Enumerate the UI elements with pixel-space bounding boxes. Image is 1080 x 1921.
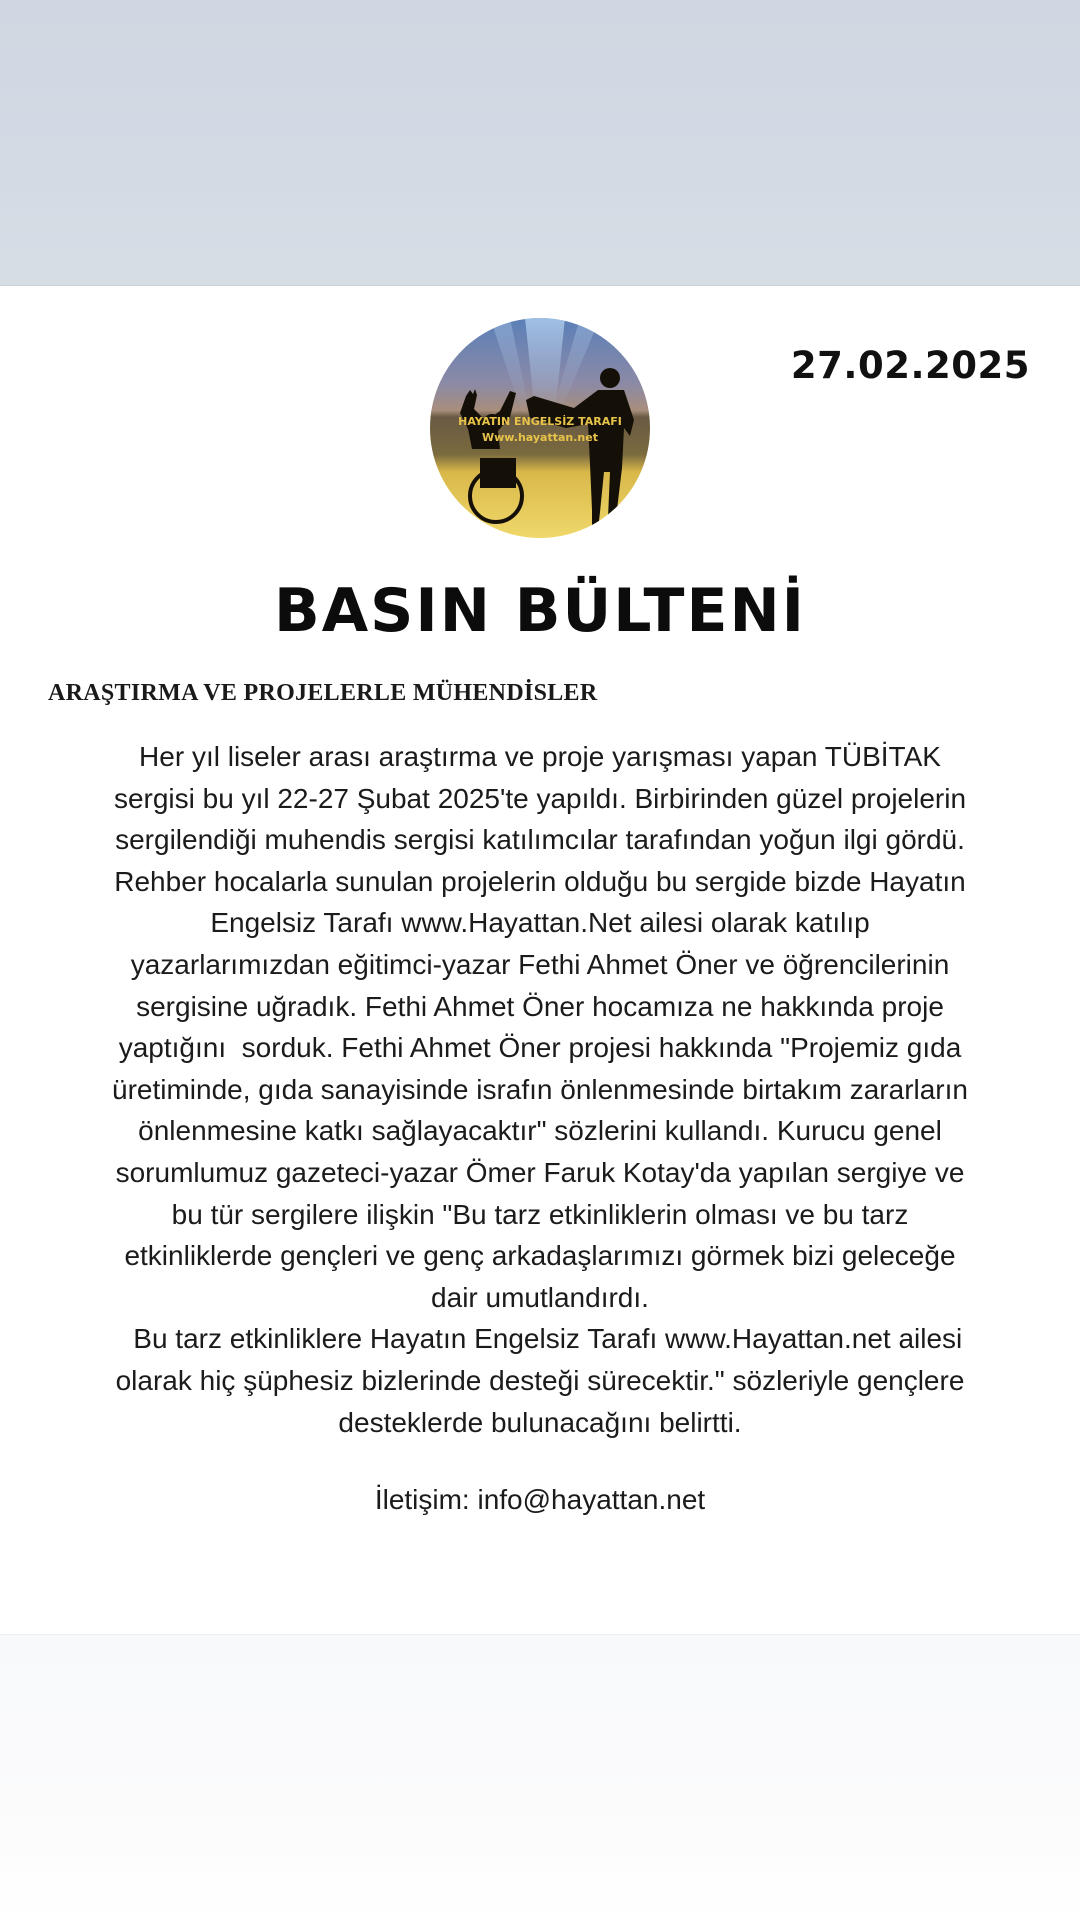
- body-line: olarak hiç şüphesiz bizlerinde desteği sürecektir." sözleriyle gençlere: [115, 1364, 965, 1396]
- body-line: desteklerde bulunacağını belirtti.: [338, 1406, 742, 1438]
- release-date: 27.02.2025: [790, 344, 1030, 387]
- body-line: sergilendiği muhendis sergisi katılımcılar tarafından yoğun ilgi gördü.: [115, 824, 965, 856]
- body-line: Her yıl liseler arası araştırma ve proje yarışması yapan TÜBİTAK: [139, 741, 941, 772]
- hayattan-logo: [430, 318, 650, 538]
- logo-image-icon: [430, 318, 650, 538]
- svg-text:Www.hayattan.net: Www.hayattan.net: [482, 431, 598, 444]
- body-line: Bu tarz etkinliklere Hayatın Engelsiz Tarafı www.Hayattan.net ailesi: [117, 1323, 963, 1355]
- body-line: Rehber hocalarla sunulan projelerin olduğu bu sergide bizde Hayatın: [114, 865, 966, 897]
- page-title: BASIN BÜLTENİ: [273, 576, 806, 646]
- body-line: önlenmesine katkı sağlayacaktır" sözlerini kullandı. Kurucu genel: [138, 1115, 942, 1147]
- body-line: dair umutlandırdı.: [431, 1281, 649, 1313]
- body-line: Engelsiz Tarafı www.Hayattan.Net ailesi olarak katılıp: [210, 907, 870, 939]
- body-line: etkinliklerde gençleri ve genç arkadaşlarımızı görmek bizi geleceğe: [124, 1240, 956, 1272]
- body-line: üretiminde, gıda sanayisinde israfın önlenmesinde birtakım zararların: [112, 1073, 968, 1105]
- body-line: sergisi bu yıl 22-27 Şubat 2025'te yapıldı. Birbirinden güzel projelerin: [113, 782, 967, 814]
- article-body: [60, 736, 1020, 1443]
- body-line: bu tür sergilere ilişkin "Bu tarz etkinliklerin olması ve bu tarz: [171, 1198, 909, 1230]
- body-line: yaptığını sorduk. Fethi Ahmet Öner projesi hakkında "Projemiz gıda: [118, 1032, 962, 1064]
- body-line: yazarlarımızdan eğitimci-yazar Fethi Ahmet Öner ve öğrencilerinin: [130, 948, 950, 980]
- body-line: sorumlumuz gazeteci-yazar Ömer Faruk Kotay'da yapılan sergiye ve: [115, 1156, 965, 1188]
- body-line: sergisine uğradık. Fethi Ahmet Öner hocamıza ne hakkında proje: [136, 990, 944, 1022]
- svg-text:HAYATIN ENGELSİZ TARAFI: HAYATIN ENGELSİZ TARAFI: [458, 415, 622, 428]
- article-headline: ARAŞTIRMA VE PROJELERLE MÜHENDİSLER: [48, 680, 598, 706]
- bottom-background-band: [0, 1634, 1080, 1921]
- contact-info: İletişim: info@hayattan.net: [374, 1484, 706, 1515]
- top-background-band: [0, 0, 1080, 286]
